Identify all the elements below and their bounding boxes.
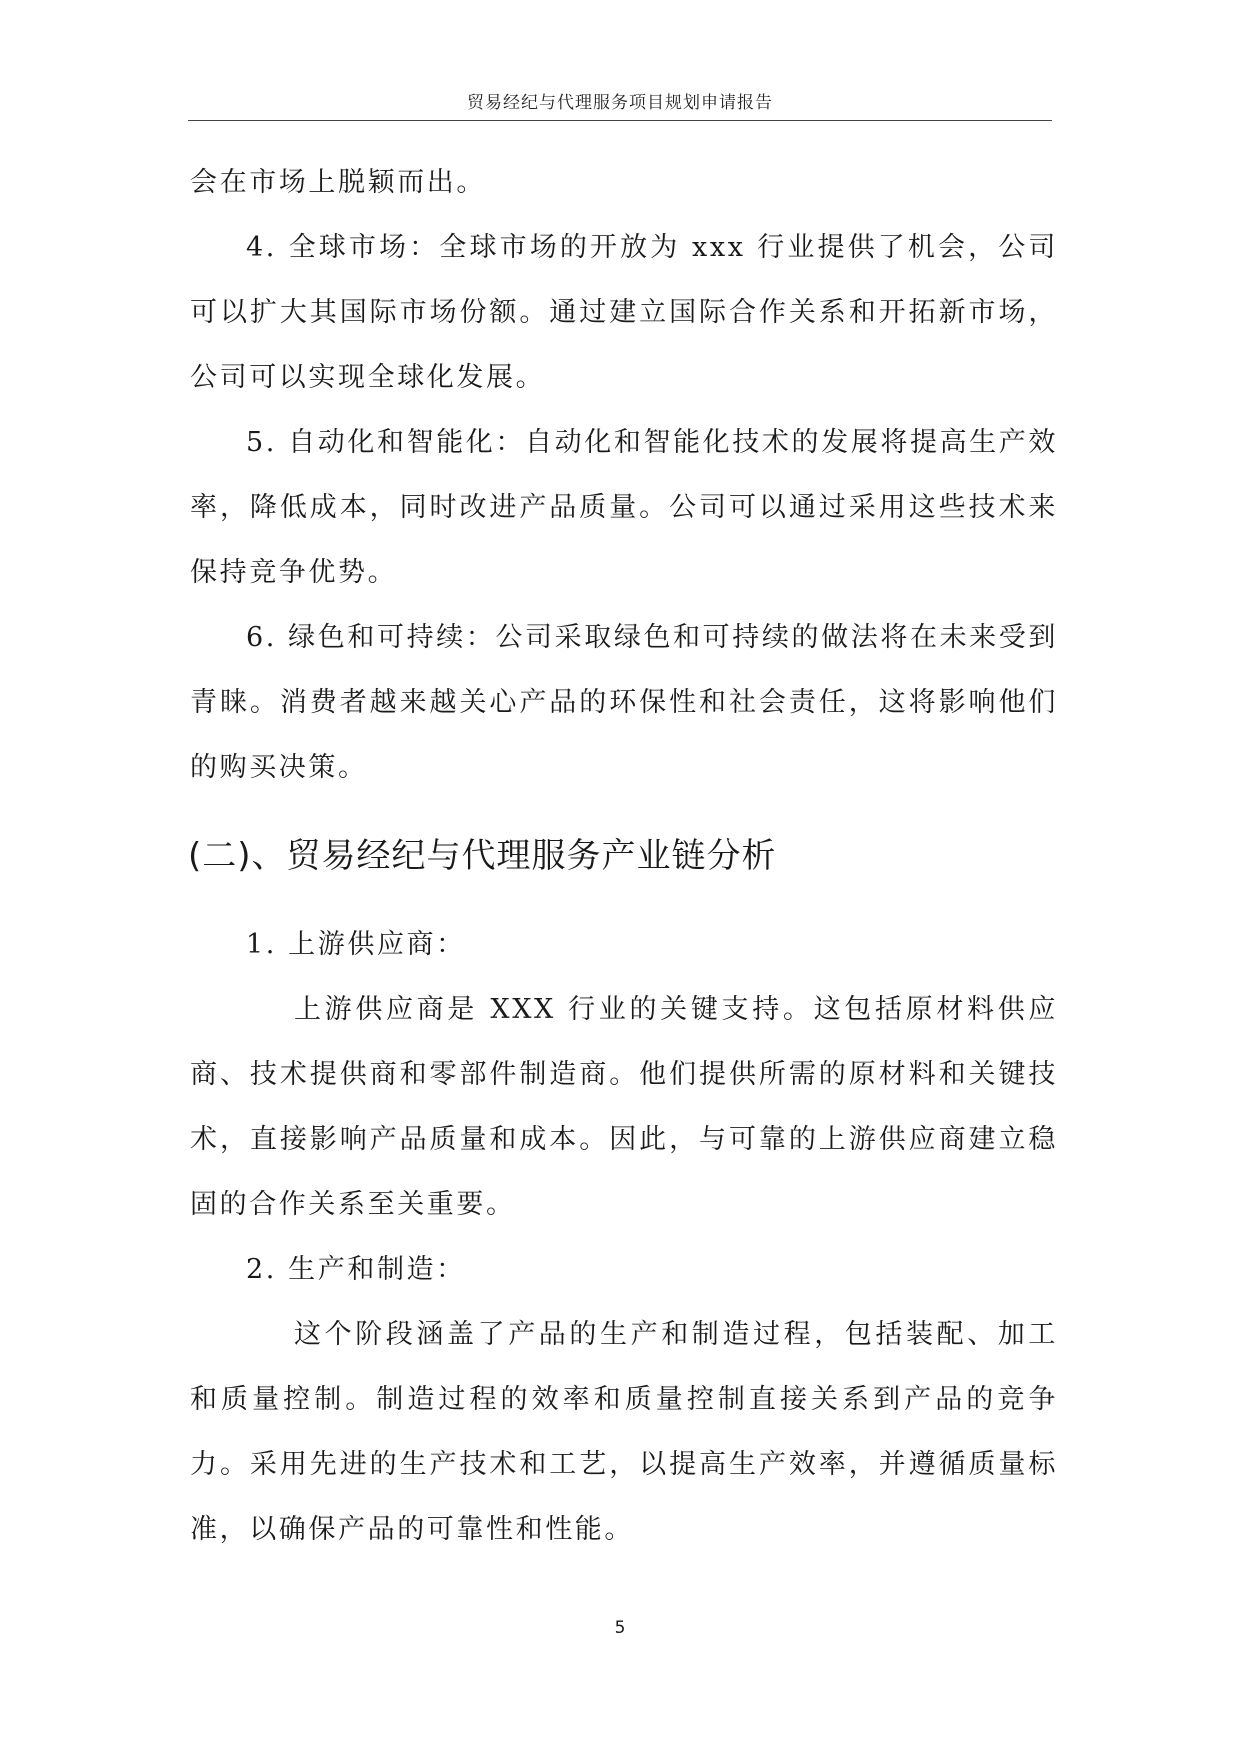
running-header: 贸易经纪与代理服务项目规划申请报告 [467,93,773,113]
section-title: (二)、贸易经纪与代理服务产业链分析 [188,836,777,876]
page-number: 5 [614,1618,626,1638]
item-body-upstream: 上游供应商是 XXX 行业的关键支持。这包括原材料供应商、技术提供商和零部件制造商。他们提供所需的原材料和关键技术，直接影响产品质量和成本。因此，与可靠的上游供应商建立稳固的合作关系至关重要。 [190,994,1058,1220]
paragraph-global-market: 4. 全球市场：全球市场的开放为 xxx 行业提供了机会，公司可以扩大其国际市场份额。通过建立国际合作关系和开拓新市场，公司可以实现全球化发展。 [190,232,1058,393]
item-heading-production: 2. 生产和制造： [246,1254,466,1285]
document-body [190,150,1058,1562]
item-heading-upstream: 1. 上游供应商： [246,929,466,960]
item-body-production: 这个阶段涵盖了产品的生产和制造过程，包括装配、加工和质量控制。制造过程的效率和质量控制直接关系到产品的竞争力。采用先进的生产技术和工艺，以提高生产效率，并遵循质量标准，以确保产品的可靠性和性能。 [190,1319,1058,1545]
paragraph-continuation: 会在市场上脱颖而出。 [190,167,486,198]
paragraph-green-sustainable: 6. 绿色和可持续：公司采取绿色和可持续的做法将在未来受到青睐。消费者越来越关心产品的环保性和社会责任，这将影响他们的购买决策。 [190,622,1058,783]
paragraph-automation: 5. 自动化和智能化：自动化和智能化技术的发展将提高生产效率，降低成本，同时改进产品质量。公司可以通过采用这些技术来保持竞争优势。 [190,427,1058,588]
header-rule [188,120,1052,121]
